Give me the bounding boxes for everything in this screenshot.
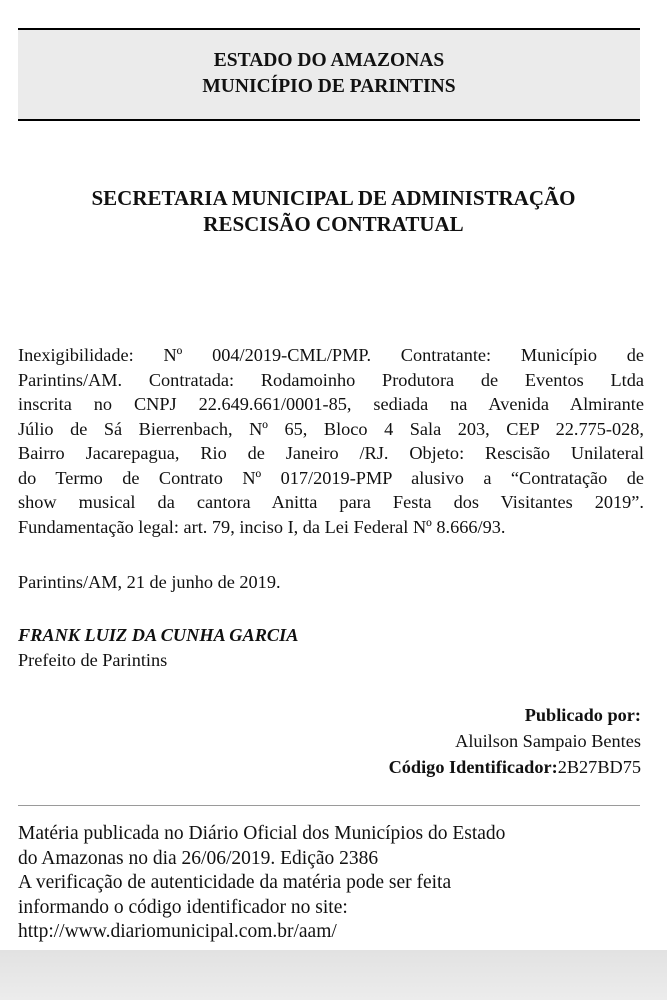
- header-state: ESTADO DO AMAZONAS: [213, 50, 445, 71]
- bottom-strip: [0, 950, 667, 1000]
- signer-name: FRANK LUIZ DA CUNHA GARCIA: [18, 625, 299, 645]
- body-line: Parintins/AM. Contratada: Rodamoinho Produtora de Eventos Ltda: [18, 369, 644, 390]
- publication-block: [389, 702, 641, 780]
- body-line: Fundamentação legal: art. 79, inciso I, da Lei Federal Nº 8.666/93.: [18, 516, 506, 537]
- published-by-label: Publicado por:: [524, 705, 641, 725]
- footer-line: informando o código identificador no site:: [18, 896, 348, 918]
- department-title: SECRETARIA MUNICIPAL DE ADMINISTRAÇÃO: [91, 186, 576, 210]
- act-title: RESCISÃO CONTRATUAL: [203, 212, 464, 236]
- publisher-name: Aluilson Sampaio Bentes: [455, 731, 641, 751]
- footer-line: do Amazonas no dia 26/06/2019. Edição 2386: [18, 847, 379, 869]
- state-header: [18, 28, 640, 121]
- footer-note: [18, 822, 648, 945]
- document-date: Parintins/AM, 21 de junho de 2019.: [18, 572, 281, 592]
- identifier-code-label: Código Identificador:: [388, 757, 558, 777]
- body-line: Júlio de Sá Bierrenbach, Nº 65, Bloco 4 Sala 203, CEP 22.775-028,: [18, 418, 644, 439]
- header-municipality: MUNICÍPIO DE PARINTINS: [202, 76, 456, 97]
- identifier-code-line: [389, 754, 641, 780]
- body-line: inscrita no CNPJ 22.649.661/0001-85, sediada na Avenida Almirante: [18, 394, 644, 414]
- body-line: do Termo de Contrato Nº 017/2019-PMP alusivo a “Contratação de: [18, 467, 644, 488]
- body-line: Bairro Jacarepagua, Rio de Janeiro /RJ. Objeto: Rescisão Unilateral: [18, 443, 644, 463]
- identifier-code: 2B27BD75: [557, 757, 641, 777]
- signer-role: Prefeito de Parintins: [18, 650, 168, 670]
- footer-line: Matéria publicada no Diário Oficial dos Municípios do Estado: [18, 823, 506, 844]
- footer-line: A verificação de autenticidade da matéria pode ser feita: [18, 872, 452, 893]
- body-line: show musical da cantora Anitta para Festa dos Visitantes 2019”.: [18, 492, 644, 512]
- verification-url[interactable]: http://www.diariomunicipal.com.br/aam/: [18, 921, 337, 942]
- body-line: Inexigibilidade: Nº 004/2019-CML/PMP. Contratante: Município de: [18, 345, 644, 365]
- body-paragraph: [18, 343, 644, 539]
- section-title: [0, 185, 667, 237]
- divider: [18, 805, 640, 806]
